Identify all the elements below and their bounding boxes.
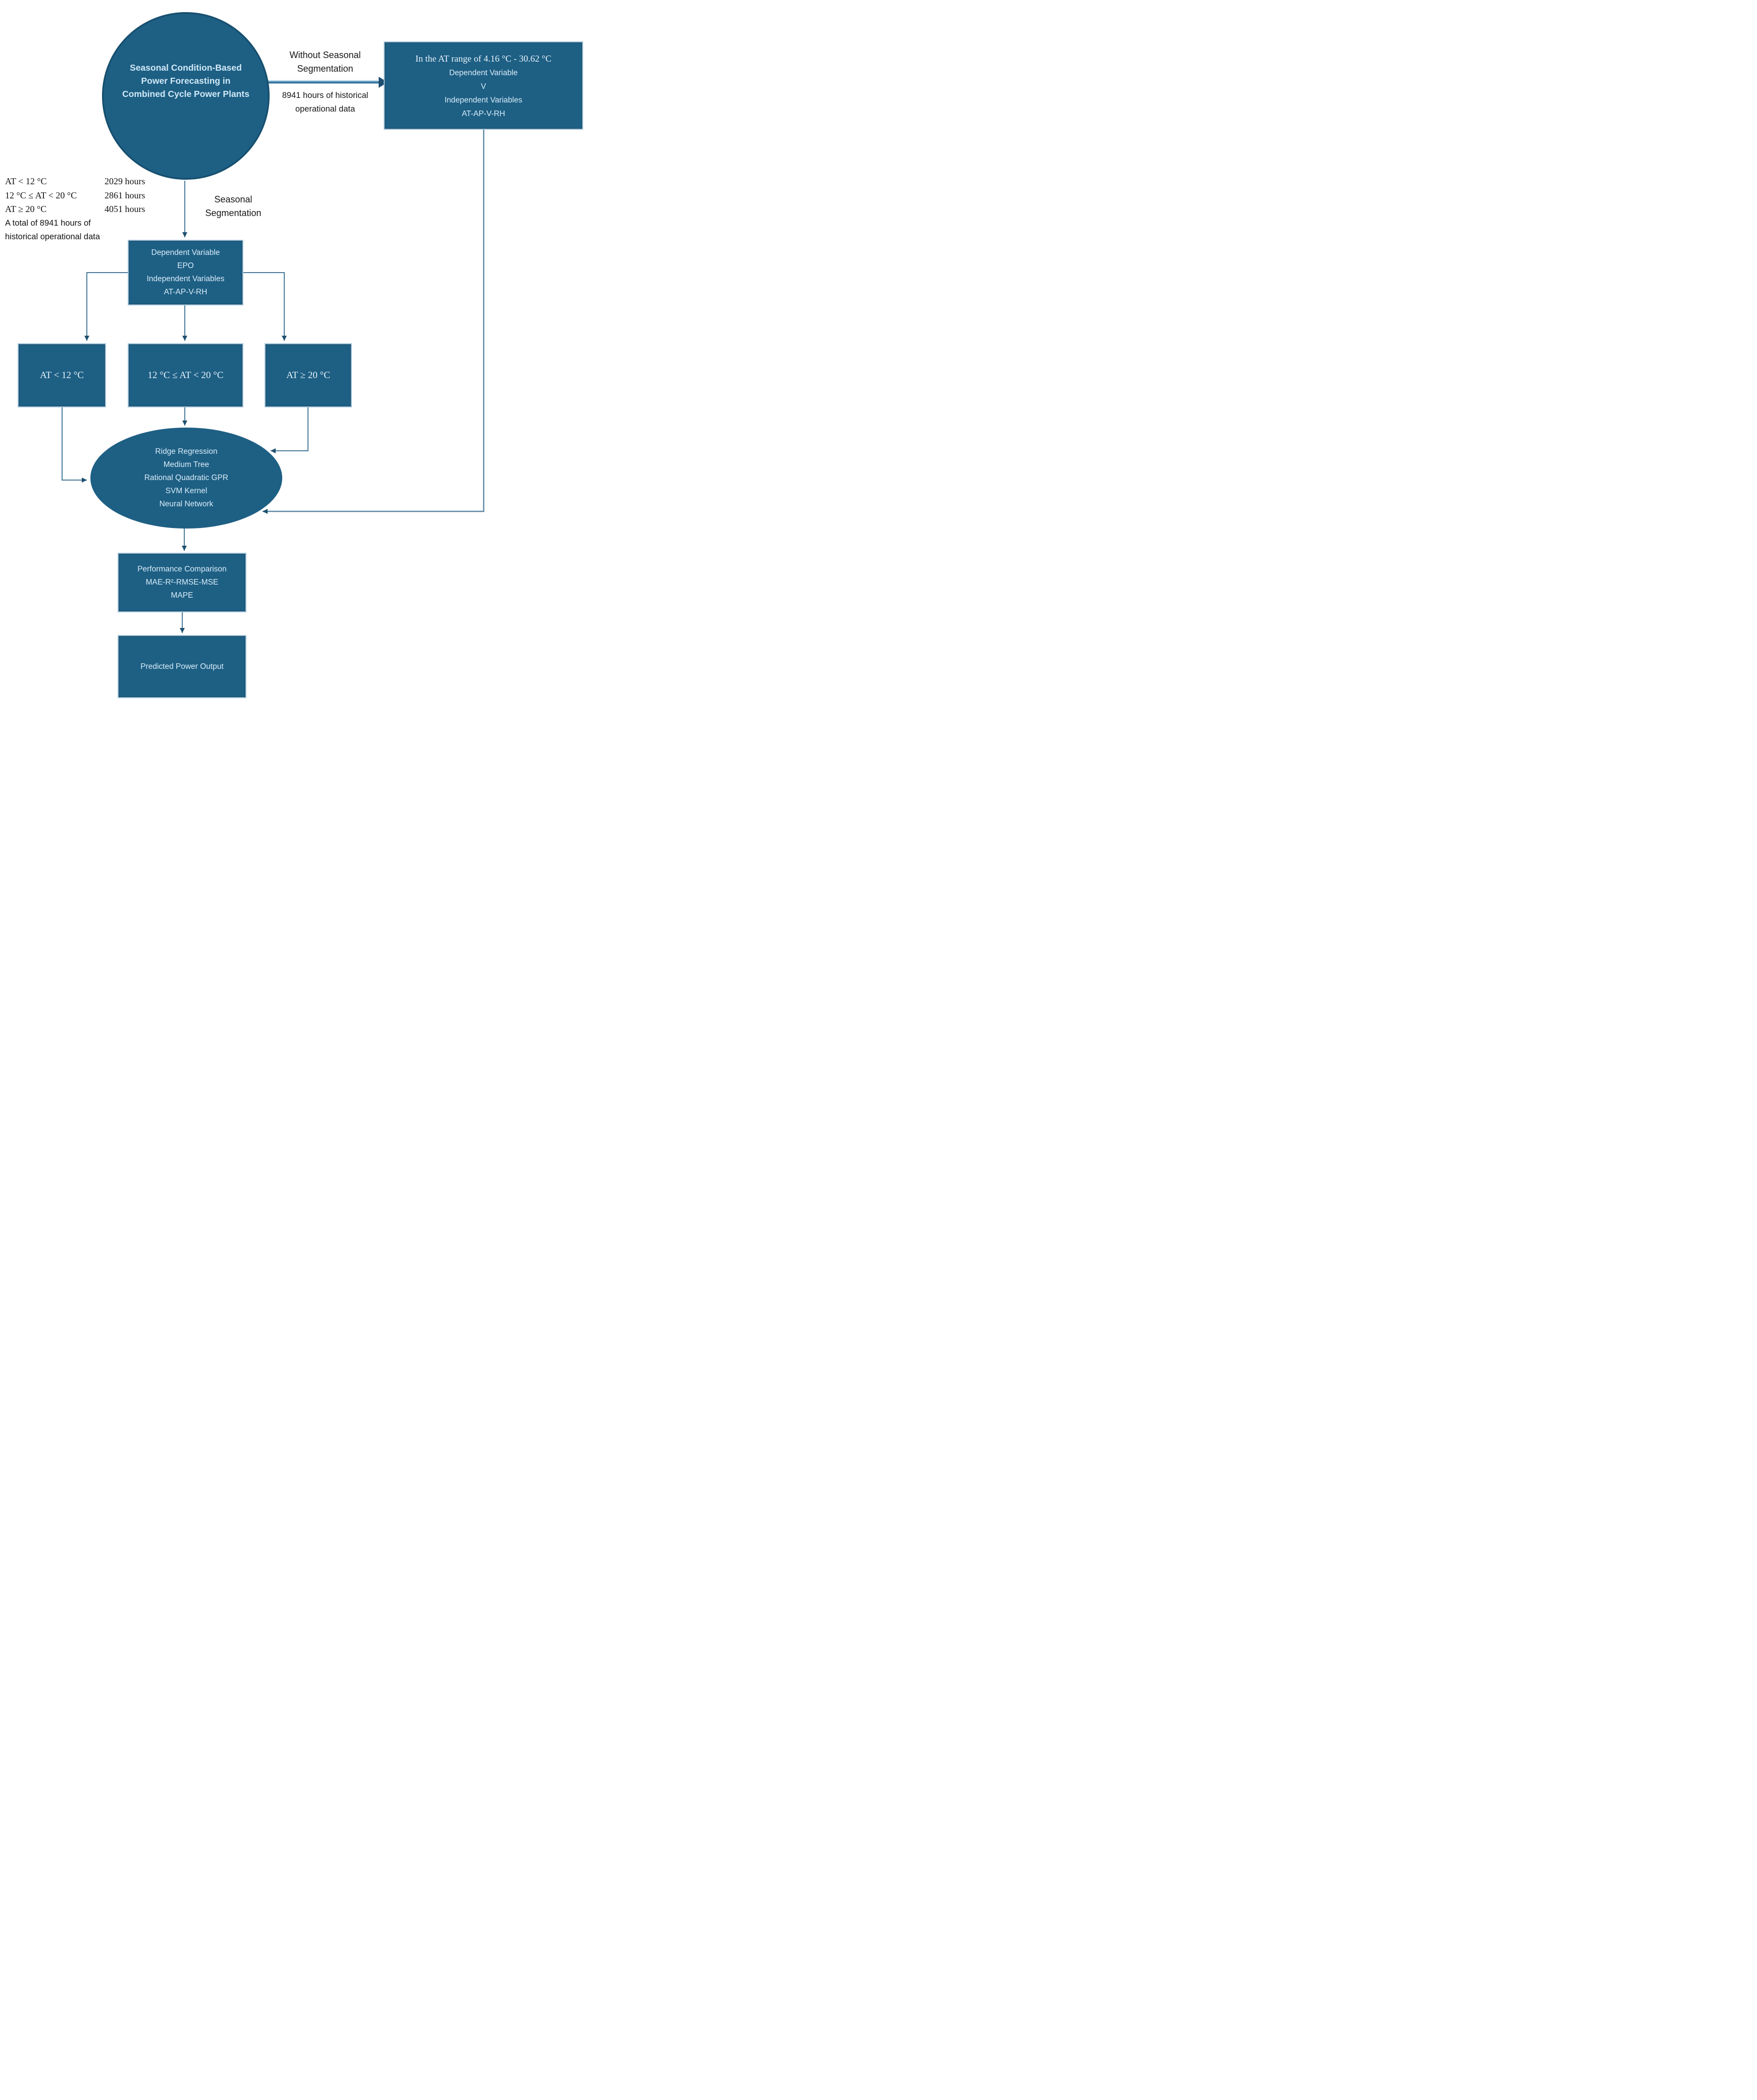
flowchart-canvas bbox=[0, 0, 586, 700]
start-circle bbox=[102, 12, 270, 180]
performance-box: Performance Comparison MAE-R²-RMSE-MSE MAPE bbox=[118, 553, 246, 612]
start-circle-title: Seasonal Condition-Based Power Forecasting in Combined Cycle Power Plants bbox=[122, 63, 249, 99]
edge-variables-to-hot bbox=[243, 273, 284, 341]
annotation-total: historical operational data bbox=[5, 232, 100, 241]
hours-annotation bbox=[5, 175, 172, 244]
edge-variables-to-cold bbox=[87, 273, 128, 341]
edge-circle-to-atrange bbox=[268, 77, 388, 88]
seasonal-segmentation-label: Seasonal Segmentation bbox=[205, 194, 262, 218]
edge-hot-to-models bbox=[271, 407, 308, 451]
condition-box-cold: AT < 12 °C bbox=[18, 343, 106, 407]
annotation-row: AT ≥ 20 °C 4051 hours bbox=[5, 204, 145, 214]
annotation-row: 12 °C ≤ AT < 20 °C 2861 hours bbox=[5, 190, 145, 200]
without-segmentation-label: Without Seasonal Segmentation bbox=[289, 50, 361, 74]
edge-cold-to-models bbox=[62, 407, 87, 480]
condition-box-hot: AT ≥ 20 °C bbox=[265, 343, 352, 407]
without-segmentation-sublabel: 8941 hours of historical operational data bbox=[282, 91, 369, 114]
models-ellipse: Ridge Regression Medium Tree Rational Quadratic GPR SVM Kernel Neural Network bbox=[90, 428, 282, 529]
variables-box: Dependent Variable EPO Independent Variables AT-AP-V-RH bbox=[128, 240, 243, 305]
annotation-row: AT < 12 °C 2029 hours bbox=[5, 176, 145, 186]
predicted-output-box: Predicted Power Output bbox=[118, 635, 246, 698]
at-range-box: In the AT range of 4.16 °C - 30.62 °C Dependent Variable V Independent Variables AT-AP-V-RH bbox=[384, 41, 583, 130]
edge-atrange-to-models bbox=[263, 130, 484, 511]
annotation-total: A total of 8941 hours of bbox=[5, 218, 91, 228]
condition-box-mild: 12 °C ≤ AT < 20 °C bbox=[128, 343, 243, 407]
